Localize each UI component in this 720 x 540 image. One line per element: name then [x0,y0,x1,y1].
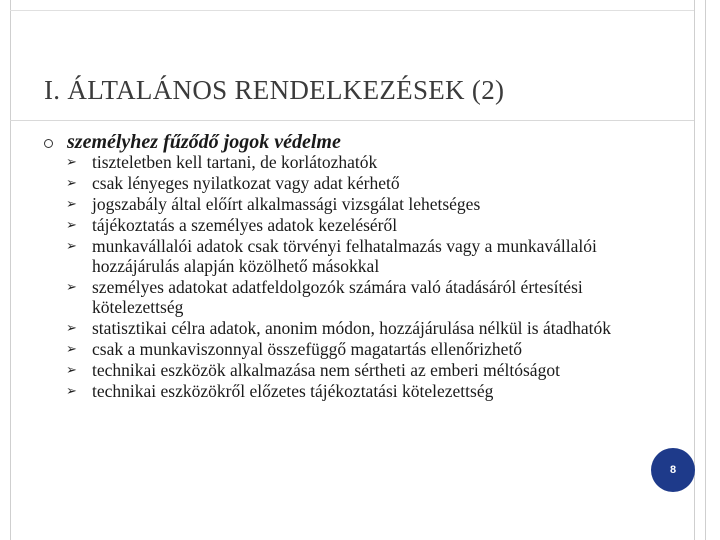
ring-bullet-icon [44,139,53,148]
bullet-item [66,236,626,276]
bullet-text: munkavállalói adatok csak törvényi felhatalmazás vagy a munkavállalói hozzájárulás alapján közölhető másokkal [92,236,597,276]
bullet-item [66,339,626,359]
arrow-bullet-icon: ➢ [66,341,77,356]
frame-line-top [10,10,694,11]
bullet-text: csak lényeges nyilatkozat vagy adat kérhető [92,173,400,193]
bullet-item [66,360,626,380]
arrow-bullet-icon: ➢ [66,238,77,253]
bullet-text: tájékoztatás a személyes adatok kezeléséről [92,215,398,235]
arrow-bullet-icon: ➢ [66,383,77,398]
arrow-bullet-icon: ➢ [66,175,77,190]
bullet-text: statisztikai célra adatok, anonim módon, hozzájárulása nélkül is átadhatók [92,318,611,338]
frame-line-right [694,0,695,540]
level1-bullet [44,131,341,154]
frame-line-left [10,0,11,540]
bullet-item [66,318,626,338]
section-heading: személyhez fűződő jogok védelme [67,131,341,153]
arrow-bullet-icon: ➢ [66,362,77,377]
bullet-text: technikai eszközökről előzetes tájékoztatási kötelezettség [92,381,494,401]
arrow-bullet-icon: ➢ [66,154,77,169]
bullet-text: tiszteletben kell tartani, de korlátozhatók [92,152,378,172]
bullet-item [66,215,626,235]
bullet-item [66,194,626,214]
bullet-item [66,381,626,401]
arrow-bullet-icon: ➢ [66,320,77,335]
arrow-bullet-icon: ➢ [66,279,77,294]
arrow-bullet-icon: ➢ [66,217,77,232]
bullet-list [66,152,626,402]
arrow-bullet-icon: ➢ [66,196,77,211]
frame-line-right-outer [705,0,706,540]
bullet-text: jogszabály által előírt alkalmassági vizsgálat lehetséges [92,194,481,214]
bullet-text: csak a munkaviszonnyal összefüggő magatartás ellenőrizhető [92,339,523,359]
bullet-item [66,173,626,193]
slide-title: I. ÁLTALÁNOS RENDELKEZÉSEK (2) [44,75,505,105]
bullet-text: személyes adatokat adatfeldolgozók számára való átadásáról értesítési kötelezettség [92,277,583,317]
bullet-item [66,152,626,172]
bullet-text: technikai eszközök alkalmazása nem sértheti az emberi méltóságot [92,360,560,380]
bullet-item [66,277,626,317]
page-number-badge: 8 [651,448,695,492]
title-divider [10,120,694,121]
